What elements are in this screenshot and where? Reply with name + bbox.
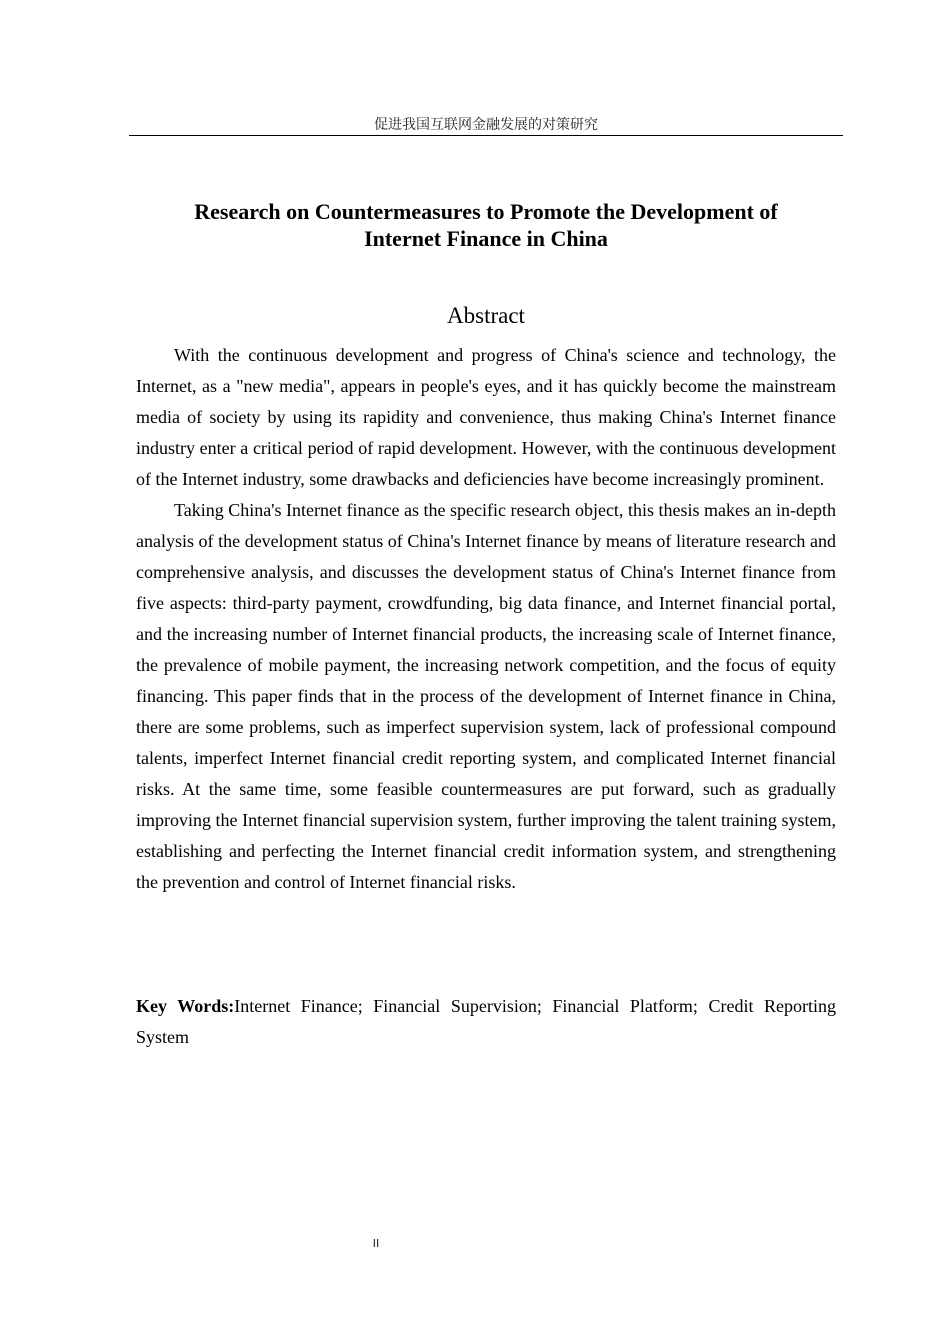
abstract-body [136, 340, 836, 898]
keywords-text: Internet Finance; Financial Supervision; Financial Platform; Credit Reporting System [136, 996, 837, 1047]
abstract-paragraph: Taking China's Internet finance as the specific research object, this thesis makes an in-depth analysis of the development status of China's Internet finance by means of literature research and comprehensive analysis, and discusses the development status of China's Internet finance from five aspects: third-party payment, crowdfunding, big data finance, and Internet financial portal, and the increasing number of Internet financial products, the increasing scale of Internet finance, the prevalence of mobile payment, the increasing network competition, and the focus of equity financing. This paper finds that in the process of the development of Internet finance in China, there are some problems, such as imperfect supervision system, lack of professional compound talents, imperfect Internet financial credit reporting system, and complicated Internet financial risks. At the same time, some feasible countermeasures are put forward, such as gradually improving the Internet financial supervision system, further improving the talent training system, establishing and perfecting the Internet financial credit information system, and strengthening the prevention and control of Internet financial risks. [136, 500, 836, 892]
paper-title [136, 198, 836, 252]
keywords [136, 991, 836, 1053]
running-header: 促进我国互联网金融发展的对策研究 [374, 117, 598, 133]
abstract-heading: Abstract [447, 303, 525, 328]
keywords-label: Key Words: [136, 996, 235, 1016]
header-rule [129, 135, 843, 136]
abstract-paragraph: With the continuous development and progress of China's science and technology, the Internet, as a "new media", appears in people's eyes, and it has quickly become the mainstream media of society by using its rapidity and convenience, thus making China's Internet finance industry enter a critical period of rapid development. However, with the continuous development of the Internet industry, some drawbacks and deficiencies have become increasingly prominent. [136, 345, 836, 489]
paper-title-line-2: Internet Finance in China [364, 226, 608, 251]
paper-title-line-1: Research on Countermeasures to Promote the Development of [194, 199, 778, 224]
page-number: II [372, 1237, 380, 1250]
